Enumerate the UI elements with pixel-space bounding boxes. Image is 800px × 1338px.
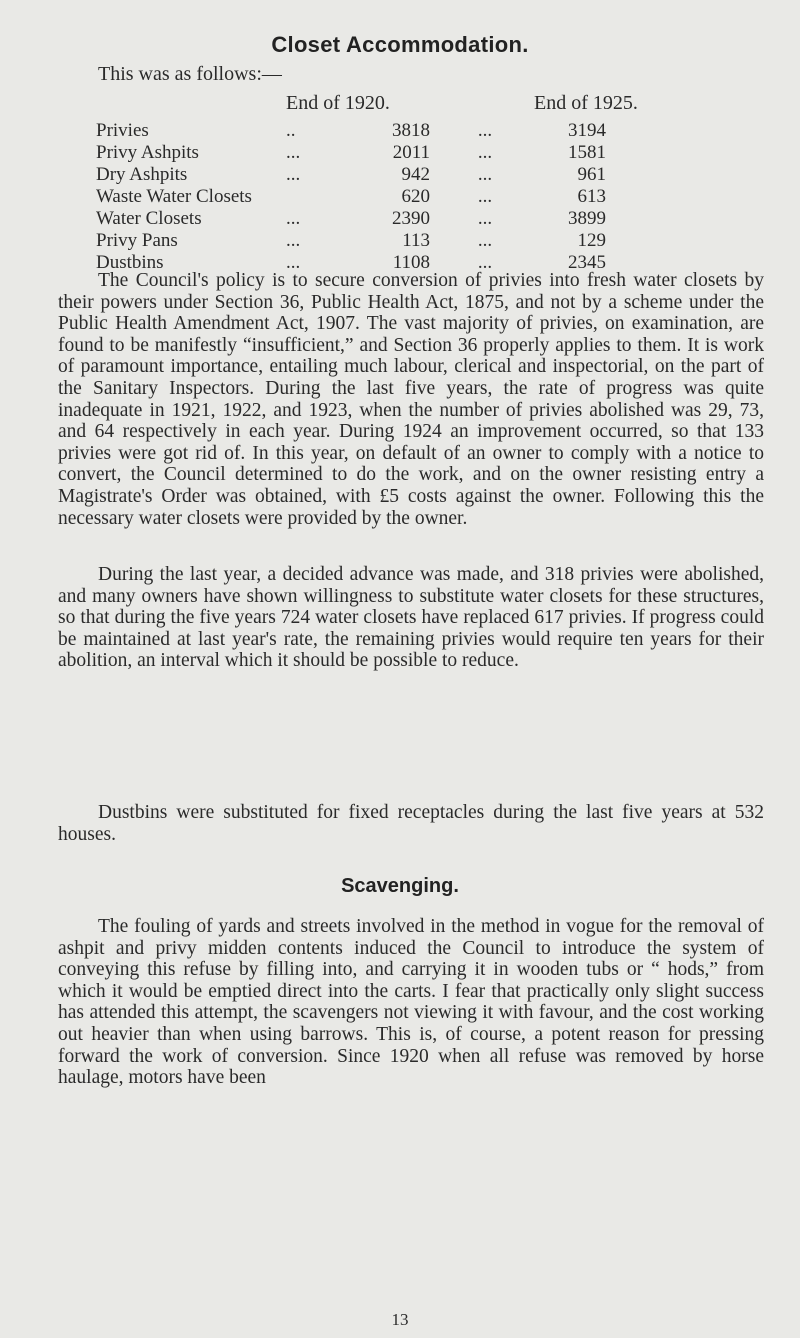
- leader-dots: ...: [477, 252, 493, 273]
- table-row: [96, 230, 606, 252]
- row-label: Water Closets: [96, 208, 202, 229]
- value-1925: 1581: [568, 142, 606, 163]
- section-title-closet-accommodation: Closet Accommodation.: [271, 32, 529, 57]
- leader-dots: ...: [477, 186, 493, 207]
- value-1920: 620: [401, 186, 430, 207]
- table-row: [96, 164, 606, 186]
- leader-dots: ...: [286, 208, 301, 229]
- leader-dots: ...: [286, 230, 301, 251]
- table-row: [96, 142, 606, 164]
- row-label: Privies: [96, 120, 149, 141]
- value-1925: 2345: [568, 252, 606, 273]
- table-row: [96, 120, 606, 142]
- column-header-1925: End of 1925.: [534, 92, 638, 114]
- paragraph-progress: During the last year, a decided advance was made, and 318 privies were abolished, and many owners have shown willingness to substitute water closets for these structures, so that during the five years 724 water closets have replaced 617 privies. If progress could be maintained at last year's rate, the remaining privies would require ten years for their abolition, an interval which it should be possible to reduce.: [58, 564, 764, 672]
- value-1925: 613: [577, 186, 606, 207]
- leader-dots: [286, 186, 344, 208]
- paragraph-scavenging: The fouling of yards and streets involved in the method in vogue for the removal of ashpit and privy midden contents induced the Council to introduce the system of conveying this refuse by filling into, and carrying it in wooden tubs or “ hods,” from which it would be emptied direct into the carts. I fear that practically only slight success has attended this attempt, the scavengers not viewing it with favour, and the cost working out heavier than when using barrows. This is, of course, a potent reason for pressing forward the work of conversion. Since 1920 when all refuse was removed by horse haulage, motors have been: [58, 916, 764, 1089]
- value-1920: 942: [401, 164, 430, 185]
- row-label: Waste Water Closets: [96, 186, 252, 207]
- value-1920: 3818: [392, 120, 430, 141]
- table-row: [96, 186, 606, 208]
- leader-dots: ...: [286, 142, 301, 163]
- section-title-scavenging: Scavenging.: [341, 875, 459, 897]
- closet-table: [96, 120, 606, 274]
- leader-dots: ...: [477, 120, 493, 141]
- value-1925: 961: [577, 164, 606, 185]
- column-header-1920: End of 1920.: [286, 92, 390, 114]
- value-1920: 113: [402, 230, 430, 251]
- row-label: Dustbins: [96, 252, 164, 273]
- value-1925: 129: [577, 230, 606, 251]
- row-label: Privy Pans: [96, 230, 178, 251]
- page-number: 13: [391, 1310, 409, 1329]
- paragraph-dustbins: Dustbins were substituted for fixed receptacles during the last five years at 532 houses.: [58, 802, 764, 845]
- value-1925: 3194: [568, 120, 606, 141]
- leader-dots: ...: [477, 208, 493, 229]
- value-1920: 2390: [392, 208, 430, 229]
- intro-text: This was as follows:—: [98, 63, 282, 85]
- value-1920: 2011: [392, 142, 430, 163]
- value-1920: 1108: [392, 252, 430, 273]
- leader-dots: ...: [477, 164, 493, 185]
- row-label: Dry Ashpits: [96, 164, 188, 185]
- paragraph-policy: The Council's policy is to secure conversion of privies into fresh water closets by their powers under Section 36, Public Health Act, 1875, and not by a scheme under the Public Health Amendment Act, 1907. The vast majority of privies, on examination, are found to be manifestly “insufficient,” and Section 36 properly applies to them. It is work of paramount importance, entailing much labour, clerical and inspectorial, on the part of the Sanitary Inspectors. During the last five years, the rate of progress was quite inadequate in 1921, 1922, and 1923, when the number of privies abolished was 29, 73, and 64 respectively in each year. During 1924 an improvement occurred, so that 133 privies were got rid of. In this year, on default of an owner to comply with a notice to convert, the Council determined to do the work, and on the owner resisting entry a Magistrate's Order was obtained, with £5 costs against the owner. Following this the necessary water closets were provided by the owner.: [58, 270, 764, 529]
- value-1925: 3899: [568, 208, 606, 229]
- leader-dots: ..: [286, 120, 296, 141]
- leader-dots: ...: [286, 164, 301, 185]
- leader-dots: ...: [477, 142, 493, 163]
- leader-dots: ...: [286, 252, 301, 273]
- row-label: Privy Ashpits: [96, 142, 199, 163]
- table-row: [96, 208, 606, 230]
- leader-dots: ...: [477, 230, 493, 251]
